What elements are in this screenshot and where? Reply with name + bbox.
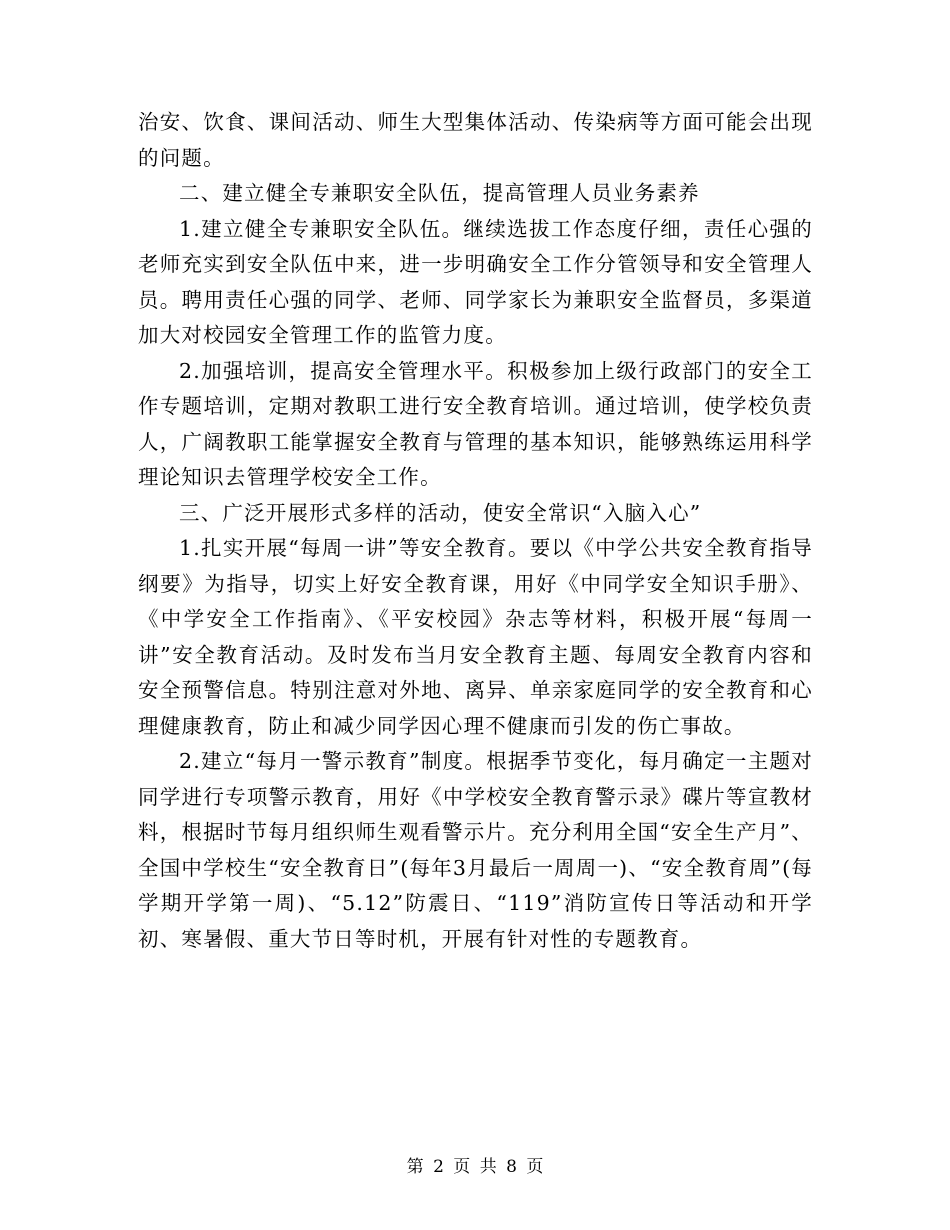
paragraph-3-2: 2.建立“每月一警示教育”制度。根据季节变化，每月确定一主题对同学进行专项警示教育，用好《中学校安全教育警示录》碟片等宣教材料，根据时节每月组织师生观看警示片。充分利用全国“安全生产月”、全国中学校生“安全教育日”(每年3月最后一周周一)、“安全教育周”(每学期开学第一周)、“5.12”防震日、“119”消防宣传日等活动和开学初、寒暑假、重大节日等时机，开展有针对性的专题教育。 bbox=[138, 749, 813, 951]
paragraph-2-2: 2.加强培训，提高安全管理水平。积极参加上级行政部门的安全工作专题培训，定期对教职工进行安全教育培训。通过培训，使学校负责人，广阔教职工能掌握安全教育与管理的基本知识，能够熟练运用科学理论知识去管理学校安全工作。 bbox=[138, 358, 813, 489]
section-heading-2: 二、建立健全专兼职安全队伍，提高管理人员业务素养 bbox=[179, 181, 700, 205]
document-body bbox=[138, 105, 813, 957]
paragraph-3-1: 1.扎实开展“每周一讲”等安全教育。要以《中学公共安全教育指导纲要》为指导，切实上好安全教育课，用好《中同学安全知识手册》、《中学安全工作指南》、《平安校园》杂志等材料，积极开展“每周一讲”安全教育活动。及时发布当月安全教育主题、每周安全教育内容和安全预警信息。特别注意对外地、离异、单亲家庭同学的安全教育和心理健康教育，防止和减少同学因心理不健康而引发的伤亡事故。 bbox=[138, 536, 813, 738]
paragraph-2-1: 1.建立健全专兼职安全队伍。继续选拔工作态度仔细，责任心强的老师充实到安全队伍中来，进一步明确安全工作分管领导和安全管理人员。聘用责任心强的同学、老师、同学家长为兼职安全监督员，多渠道加大对校园安全管理工作的监管力度。 bbox=[138, 216, 813, 347]
page-number-footer: 第 2 页 共 8 页 bbox=[406, 1157, 544, 1177]
paragraph-continuation: 治安、饮食、课间活动、师生大型集体活动、传染病等方面可能会出现的问题。 bbox=[138, 110, 813, 170]
section-heading-3: 三、广泛开展形式多样的活动，使安全常识“入脑入心” bbox=[179, 500, 702, 525]
